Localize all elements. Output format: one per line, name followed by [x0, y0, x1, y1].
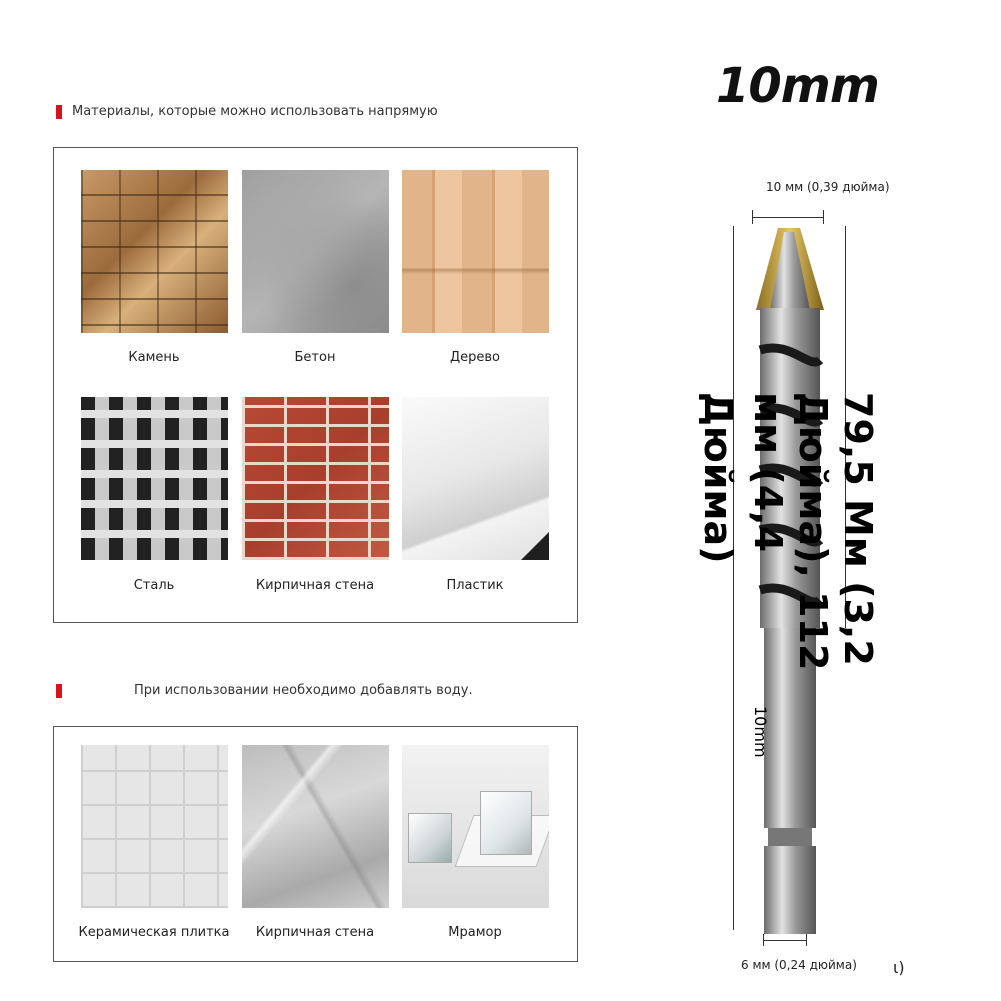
corner-glyph: ι) [893, 958, 905, 977]
shank-width-line [763, 940, 807, 941]
size-title: 10mm [716, 58, 879, 114]
material-caption: Керамическая плитка [78, 925, 230, 940]
length-text-1: 79,5 Мм (3,2 [836, 392, 880, 666]
shank-width-label: 6 мм (0,24 дюйма) [741, 958, 857, 972]
length-line-left [733, 226, 734, 930]
wood-image [402, 170, 549, 333]
length-text-2: Дюйма), 112 [791, 392, 835, 671]
stone-image [81, 170, 228, 333]
plastic-image [402, 397, 549, 560]
top-width-label: 10 мм (0,39 дюйма) [766, 180, 890, 194]
shank-width-tick [763, 934, 764, 946]
top-width-line [752, 217, 824, 218]
brick-image [242, 397, 389, 560]
material-caption: Кирпичная стена [255, 578, 375, 593]
glass-blocks-image [402, 745, 549, 908]
section-title-text: При использовании необходимо добавлять воду. [134, 683, 473, 698]
material-caption: Дерево [449, 350, 501, 365]
section-title-direct [72, 104, 438, 119]
accent-bar [56, 105, 62, 119]
ceramic-tile-image [81, 745, 228, 908]
marble-wall-image [242, 745, 389, 908]
material-caption: Бетон [294, 350, 336, 365]
steel-image [81, 397, 228, 560]
material-caption: Мрамор [448, 925, 502, 940]
materials-panel-water [53, 726, 578, 962]
glass-block [408, 813, 452, 863]
materials-panel-direct [53, 147, 578, 623]
accent-bar [56, 684, 62, 698]
shank-label: 10mm [751, 706, 770, 758]
material-caption: Сталь [133, 578, 175, 593]
section-title-text: Материалы, которые можно использовать напрямую [72, 104, 438, 119]
material-caption: Пластик [446, 578, 504, 593]
concrete-image [242, 170, 389, 333]
shank-width-tick [806, 934, 807, 946]
section-title-water [134, 683, 473, 698]
length-text-4: Дюйма) [696, 392, 740, 564]
length-text-3: мм (4,4 [746, 392, 790, 553]
glass-block [480, 791, 532, 855]
material-caption: Кирпичная стена [255, 925, 375, 940]
material-caption: Камень [128, 350, 180, 365]
